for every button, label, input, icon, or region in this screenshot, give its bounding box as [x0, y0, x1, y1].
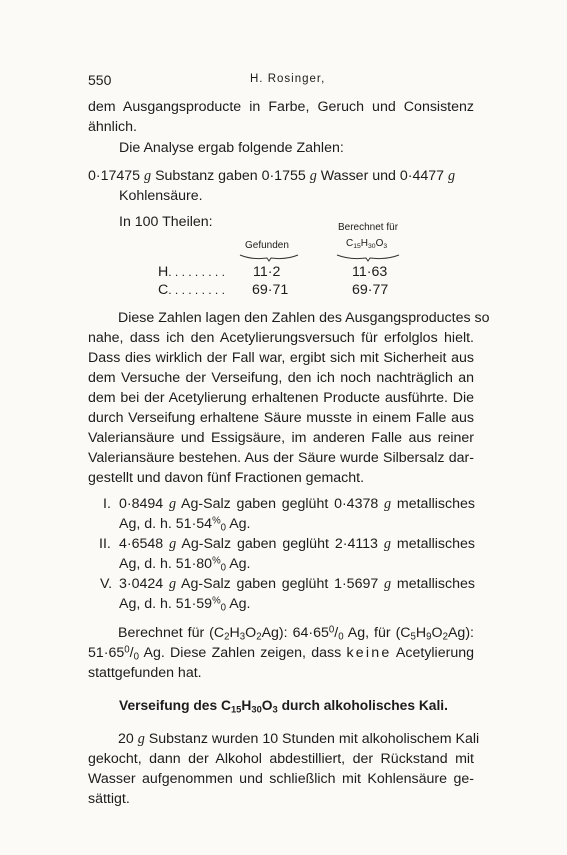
paragraph-line: Valeriansäure und Essigsäure, im anderen Falle aus reiner	[88, 430, 474, 446]
calc-formula: $C_{15}H_{30}O_3$	[346, 238, 388, 250]
fraction-numeral: II.	[99, 536, 111, 552]
calc-line-2: $51\cdot 65^0/_0$ Ag. Diese Zahlen zeigen, dass keine Acetylierung	[88, 644, 474, 663]
paragraph-line: gekocht, dann der Alkohol abdestilliert, der Rückstand mit	[88, 751, 474, 767]
fraction-line: 0·8494 g Ag-Salz gaben geglüht 0·4378 g metallisches	[119, 496, 475, 512]
fraction-line-2: Ag, d. h. $51\cdot 54^{\%}_0$ Ag.	[119, 515, 251, 534]
paragraph-line: dem Versuche der Verseifung, den ich noch nachträglich an	[88, 370, 474, 386]
fraction-line: 3·0424 g Ag-Salz gaben geglüht 1·5697 g metallisches	[119, 576, 475, 592]
fraction-numeral: I.	[103, 496, 111, 512]
calc-line-1: Berechnet für $(C_2H_3O_2Ag)$: $64\cdot 65^0/_0$ Ag, für $(C_5H_9O_2Ag)$:	[118, 624, 474, 643]
running-title: H. Rosinger,	[250, 73, 326, 85]
paragraph-line: 20 g Substanz wurden 10 Stunden mit alkoholischem Kali	[118, 731, 480, 747]
row-label-h: H. . . . . . . . .	[158, 264, 225, 280]
analysis-line-2: Kohlensäure.	[119, 188, 203, 204]
paragraph-line: Diese Zahlen lagen den Zahlen des Ausgangsproductes so	[118, 310, 490, 326]
found-brace	[238, 253, 300, 262]
row-calc-c: 69·77	[352, 282, 389, 298]
table-caption: In 100 Theilen:	[119, 214, 213, 230]
paragraph-line: Valeriansäure bestehen. Aus der Säure wurde Silbersalz dar-	[88, 450, 474, 466]
analysis-line: 0·17475 g Substanz gaben 0·1755 g Wasser und 0·4477 g	[88, 168, 456, 184]
paragraph-line: Wasser aufgenommen und schließlich mit Kohlensäure ge-	[88, 771, 474, 787]
fraction-line: 4·6548 g Ag-Salz gaben geglüht 2·4113 g metallisches	[119, 536, 475, 552]
section-heading: Verseifung des $C_{15}H_{30}O_3$ durch alkoholisches Kali.	[119, 698, 448, 715]
paragraph-line: gestellt und davon fünf Fractionen gemacht.	[88, 470, 365, 486]
calc-brace	[335, 253, 401, 262]
calc-line-3: stattgefunden hat.	[88, 665, 202, 681]
row-found-c: 69·71	[252, 282, 289, 298]
row-found-h: 11·2	[253, 264, 281, 280]
fraction-line-2: Ag, d. h. $51\cdot 59^{\%}_0$ Ag.	[119, 595, 251, 614]
paragraph-line: sättigt.	[88, 791, 130, 807]
page-number: 550	[88, 72, 112, 88]
found-header: Gefunden	[245, 240, 289, 251]
paragraph-line: nahe, dass ich den Acetylierungsversuch für erfolglos hielt.	[88, 330, 474, 346]
fraction-line-2: Ag, d. h. $51\cdot 80^{\%}_0$ Ag.	[119, 555, 251, 574]
calc-header: Berechnet für	[338, 222, 399, 233]
row-label-c: C. . . . . . . . .	[158, 282, 225, 298]
paragraph-line: durch Verseifung erhaltene Säure musste in einem Falle aus	[88, 410, 474, 426]
paragraph-line: Dass dies wirklich der Fall war, ergibt sich mit Sicherheit aus	[88, 350, 474, 366]
fraction-numeral: V.	[100, 576, 113, 592]
paragraph-line: dem bei der Acetylierung erhaltenen Producte ausführte. Die	[88, 390, 474, 406]
paragraph-line: ähnlich.	[88, 119, 137, 135]
paragraph-line: dem Ausgangsproducte in Farbe, Geruch und Consistenz	[88, 99, 474, 115]
analysis-intro: Die Analyse ergab folgende Zahlen:	[119, 140, 344, 156]
row-calc-h: 11·63	[352, 264, 388, 280]
